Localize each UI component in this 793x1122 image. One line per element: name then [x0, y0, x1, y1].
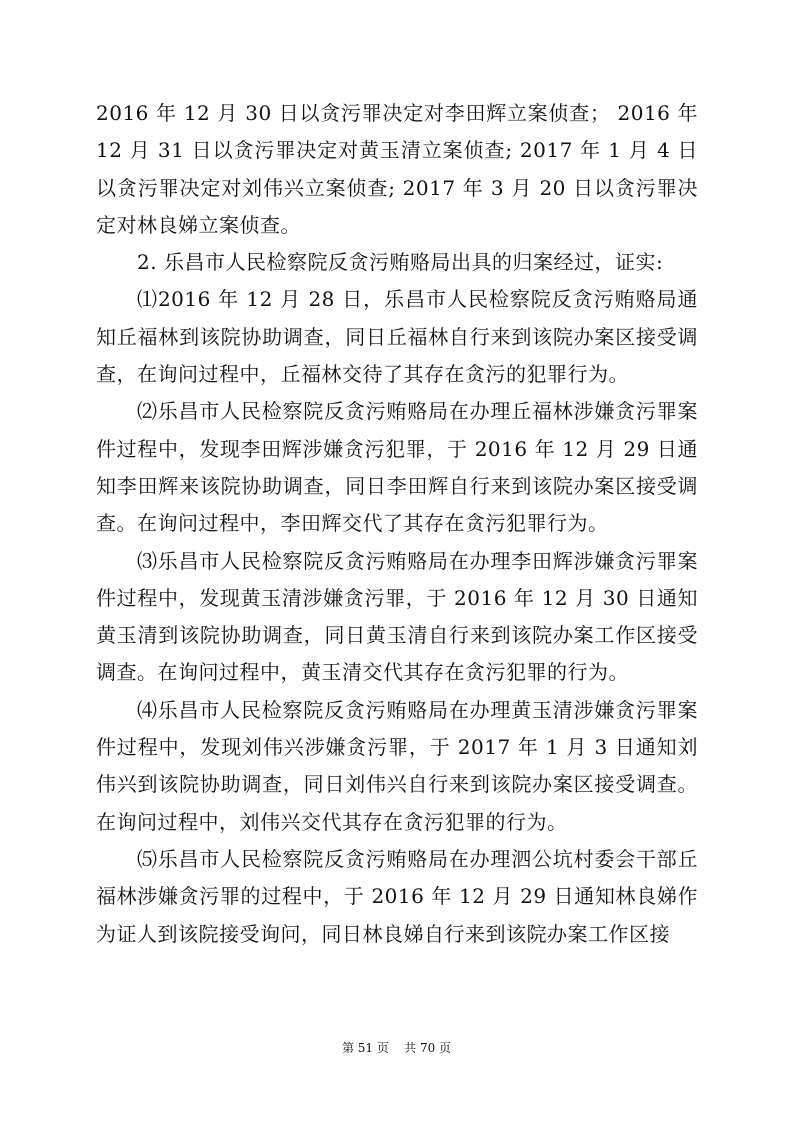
paragraph-item-5: ⑸乐昌市人民检察院反贪污贿赂局在办理泗公坑村委会干部丘福林涉嫌贪污罪的过程中，于 2016 年 12 月 29 日通知林良娣作为证人到该院接受询问，同日林良娣自行来到该院办案工作区接	[96, 846, 698, 946]
paragraph-item-4: ⑷乐昌市人民检察院反贪污贿赂局在办理黄玉清涉嫌贪污罪案件过程中，发现刘伟兴涉嫌贪污罪，于 2017 年 1 月 3 日通知刘伟兴到该院协助调查，同日刘伟兴自行来到该院办案区接受调查。在询问过程中，刘伟兴交代其存在贪污犯罪的行为。	[96, 697, 698, 834]
document-body	[96, 95, 698, 953]
paragraph-item-2: ⑵乐昌市人民检察院反贪污贿赂局在办理丘福林涉嫌贪污罪案件过程中，发现李田辉涉嫌贪污犯罪，于 2016 年 12 月 29 日通知李田辉来该院协助调查，同日李田辉自行来到该院办案区接受调查。在询问过程中，李田辉交代了其存在贪污犯罪行为。	[96, 399, 698, 536]
paragraph-case-filing-dates: 2016 年 12 月 30 日以贪污罪决定对李田辉立案侦查； 2016 年 12 月 31 日以贪污罪决定对黄玉清立案侦查; 2017 年 1 月 4 日以贪污罪决定对刘伟兴立案侦查; 2017 年 3 月 20 日以贪污罪决定对林良娣立案侦查。	[96, 101, 698, 237]
page-number-footer: 第 51 页 共 70 页	[341, 1041, 452, 1055]
paragraph-item-1: ⑴2016 年 12 月 28 日，乐昌市人民检察院反贪污贿赂局通知丘福林到该院协助调查，同日丘福林自行来到该院办案区接受调查，在询问过程中，丘福林交待了其存在贪污的犯罪行为。	[96, 287, 698, 387]
paragraph-evidence-heading: 2. 乐昌市人民检察院反贪污贿赂局出具的归案经过，证实:	[137, 250, 664, 275]
paragraph-item-3: ⑶乐昌市人民检察院反贪污贿赂局在办理李田辉涉嫌贪污罪案件过程中，发现黄玉清涉嫌贪污罪，于 2016 年 12 月 30 日通知黄玉清到该院协助调查，同日黄玉清自行来到该院办案工作区接受调查。在询问过程中，黄玉清交代其存在贪污犯罪的行为。	[96, 548, 698, 685]
